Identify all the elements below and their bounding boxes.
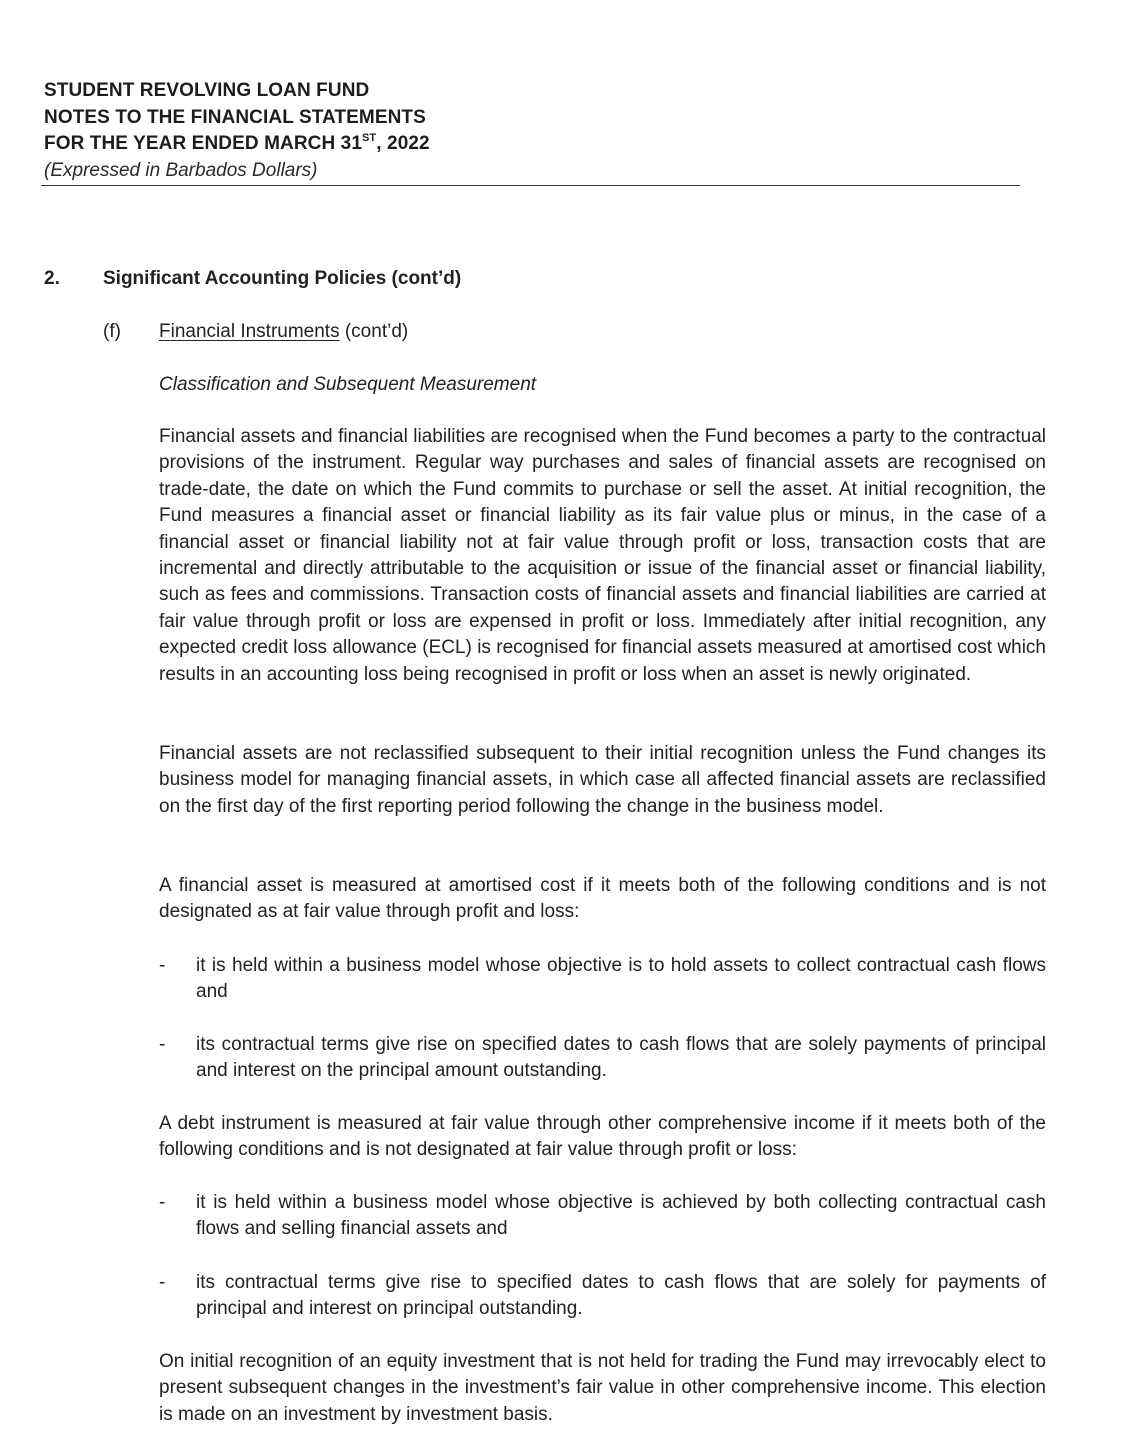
bullet-marker: - [159,1192,166,1213]
period-title [44,131,1020,158]
subsection-title-underlined: Financial Instruments [159,321,340,342]
bullet-marker: - [159,955,166,976]
subsection-title-suffix: (cont’d) [339,321,409,342]
subsection-title [159,319,408,345]
sub-heading: Classification and Subsequent Measurement [159,374,537,395]
bullet-amortised-2: its contractual terms give rise on specified dates to cash flows that are solely payments of principal and interest on the principal amount outstanding. [196,1034,1046,1082]
paragraph-amortised-cost: A financial asset is measured at amortised cost if it meets both of the following conditions and is not designated as at fair value through profit and loss: [159,875,1046,923]
bullet-fvoci-2: its contractual terms give rise to specified dates to cash flows that are solely for payments of principal and interest on principal outstanding. [196,1272,1046,1320]
paragraph-equity-election: On initial recognition of an equity investment that is not held for trading the Fund may irrevocably elect to present subsequent changes in the investment’s fair value in other comprehensive income. This election is made on an investment by investment basis. [159,1351,1046,1425]
period-year: , 2022 [376,133,430,154]
period-prefix: FOR THE YEAR ENDED MARCH 31 [44,133,362,154]
bullet-marker: - [159,1034,166,1055]
section-title: Significant Accounting Policies (cont’d) [103,268,462,289]
bullet-fvoci-1: it is held within a business model whose objective is achieved by both collecting contractual cash flows and selling financial assets and [196,1192,1046,1240]
notes-title: NOTES TO THE FINANCIAL STATEMENTS [44,106,426,128]
paragraph-reclassification: Financial assets are not reclassified subsequent to their initial recognition unless the Fund changes its business model for managing financial assets, in which case all affected financial assets are reclassified on the first day of the first reporting period following the change in the business model. [159,743,1046,817]
paragraph-recognition: Financial assets and financial liabilities are recognised when the Fund becomes a party to the contractual provisions of the instrument. Regular way purchases and sales of financial assets are recognised on trade-date, the date on which the Fund commits to purchase or sell the asset. At initial recognition, the Fund measures a financial asset or financial liability as its fair value plus or minus, in the case of a financial asset or financial liability not at fair value through profit or loss, transaction costs that are incremental and directly attributable to the acquisition or issue of the financial asset or financial liability, such as fees and commissions. Transaction costs of financial assets and financial liabilities are carried at fair value through profit or loss are expensed in profit or loss. Immediately after initial recognition, any expected credit loss allowance (ECL) is recognised for financial assets measured at amortised cost which results in an accounting loss being recognised in profit or loss when an asset is newly originated. [159,426,1046,685]
section-number: 2. [44,268,60,289]
bullet-amortised-1: it is held within a business model whose objective is to hold assets to collect contractual cash flows and [196,955,1046,1003]
bullet-marker: - [159,1272,166,1293]
subsection-label: (f) [103,321,121,342]
currency-note: (Expressed in Barbados Dollars) [44,159,318,181]
header-divider [41,185,1020,186]
period-superscript: ST [362,132,377,144]
paragraph-fvoci: A debt instrument is measured at fair value through other comprehensive income if it meets both of the following conditions and is not designated at fair value through profit or loss: [159,1113,1046,1161]
fund-name: STUDENT REVOLVING LOAN FUND [44,80,370,101]
document-header [44,78,1020,184]
